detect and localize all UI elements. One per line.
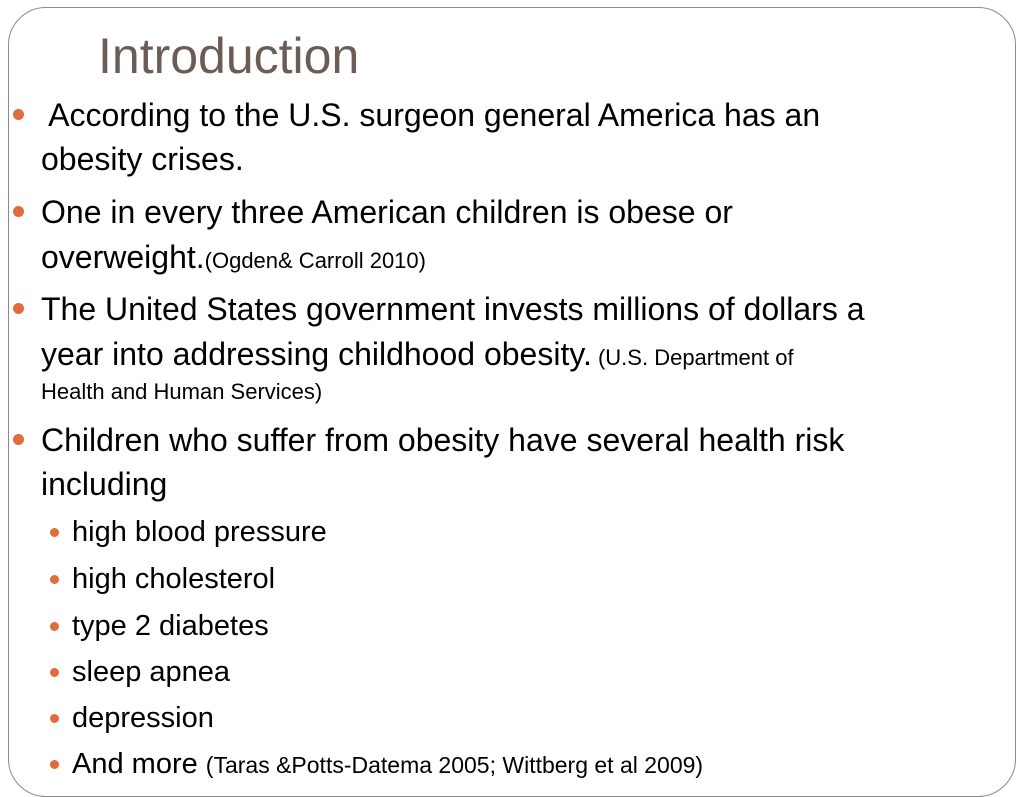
bullet-dot-icon — [50, 528, 59, 537]
bullet-text: year into addressing childhood obesity. — [41, 336, 592, 372]
bullet-dot-icon — [13, 434, 24, 445]
sub-bullet-text: type 2 diabetes — [72, 610, 269, 642]
sub-bullet-item — [72, 561, 275, 597]
bullet-dot-icon — [13, 206, 24, 217]
citation: (Taras &Potts-Datema 2005; Wittberg et al 2009) — [205, 752, 704, 778]
citation: Health and Human Services) — [41, 379, 323, 404]
citation: (U.S. Department of — [591, 345, 794, 370]
sub-bullet-item — [72, 654, 230, 690]
sub-bullet-item — [72, 700, 214, 736]
bullet-text: overweight. — [41, 239, 205, 275]
bullet-text: Children who suffer from obesity have several health risk — [41, 422, 845, 458]
bullet-continuation — [41, 462, 167, 506]
bullet-item — [41, 287, 865, 331]
sub-bullet-text: sleep apnea — [72, 656, 231, 688]
bullet-dot-icon — [13, 303, 24, 314]
slide-title: Introduction — [98, 28, 360, 84]
bullet-dot-icon — [50, 575, 59, 584]
citation-continuation — [41, 372, 322, 412]
bullet-text: The United States government invests millions of dollars a — [41, 291, 865, 327]
bullet-item — [41, 190, 733, 234]
bullet-continuation — [41, 137, 244, 181]
sub-bullet-item — [72, 746, 703, 783]
citation: (Ogden& Carroll 2010) — [204, 248, 426, 273]
bullet-item — [41, 418, 844, 462]
sub-bullet-item — [72, 514, 327, 550]
bullet-text: obesity crises. — [41, 141, 244, 177]
bullet-text: According to the U.S. surgeon general America has an — [41, 97, 821, 133]
sub-bullet-text: depression — [72, 702, 214, 734]
sub-bullet-item — [72, 608, 269, 644]
bullet-dot-icon — [13, 109, 24, 120]
sub-bullet-text: high cholesterol — [72, 563, 276, 595]
bullet-text: One in every three American children is obese or — [41, 194, 733, 230]
sub-bullet-text: And more — [72, 748, 206, 780]
bullet-text: including — [41, 466, 168, 502]
bullet-dot-icon — [50, 622, 59, 631]
bullet-item — [41, 93, 820, 137]
bullet-continuation — [41, 235, 426, 283]
sub-bullet-text: high blood pressure — [72, 516, 327, 548]
bullet-dot-icon — [50, 714, 59, 723]
bullet-dot-icon — [50, 668, 59, 677]
